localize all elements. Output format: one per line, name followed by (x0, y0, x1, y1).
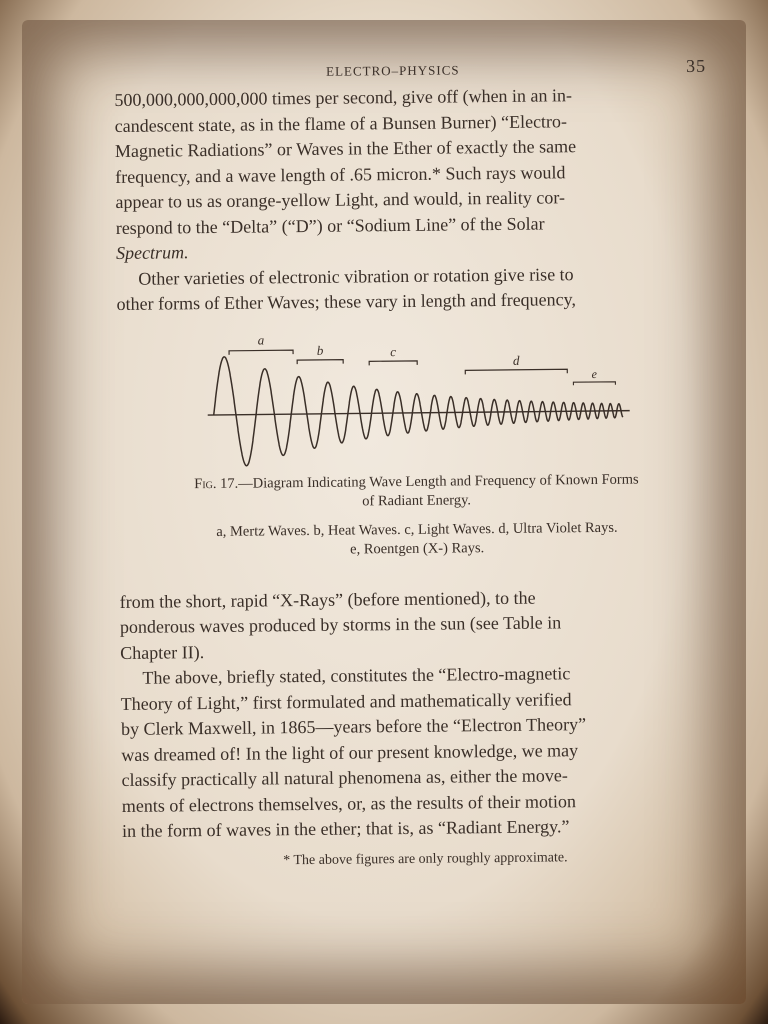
legend-line: a, Mertz Waves. b, Heat Waves. c, Light Waves. d, Ultra Violet Rays. (216, 519, 618, 540)
caption-text-2: of Radiant Energy. (362, 491, 472, 509)
wave-diagram-svg (117, 325, 714, 471)
text-line: in the form of waves in the ether; that is, as “Radiant Energy.” (121, 816, 570, 841)
book-page (22, 20, 746, 1004)
text-line: appear to us as orange-yellow Light, and would, in reality cor- (115, 187, 566, 212)
paragraph-3 (120, 583, 717, 666)
text-line: Other varieties of electronic vibration or rotation give rise to (138, 263, 574, 289)
figure-number: Fig. 17. (194, 475, 239, 492)
text-line: from the short, rapid “X-Rays” (before mentioned), to the (119, 587, 536, 612)
label-a: a (257, 331, 265, 348)
label-c: c (390, 343, 397, 359)
figure-caption (118, 469, 714, 513)
text-line: Theory of Light,” first formulated and mathematically verified (120, 688, 572, 714)
bracket-a (229, 350, 293, 355)
text-line: classify practically all natural phenomena as, either the move- (121, 765, 568, 790)
wave-diagram (117, 325, 714, 471)
paragraph-2 (116, 260, 713, 317)
bracket-d (465, 369, 567, 374)
label-b: b (316, 342, 324, 358)
paragraph-1 (114, 82, 712, 267)
text-line: ments of electrons themselves, or, as the results of their motion (121, 790, 577, 816)
bracket-b (297, 359, 343, 363)
footnote: * The above figures are only roughly approximate. (283, 849, 568, 868)
paragraph-4 (120, 660, 718, 845)
text-line: by Clerk Maxwell, in 1865—years before the “Electron Theory” (120, 714, 587, 739)
text-line: candescent state, as in the flame of a Bunsen Burner) “Electro- (114, 110, 568, 136)
text-line: other forms of Ether Waves; these vary in length and frequency, (116, 289, 577, 314)
page-text (114, 54, 719, 885)
running-title: ELECTRO–PHYSICS (326, 62, 460, 79)
legend-line: e, Roentgen (X-) Rays. (350, 539, 485, 558)
text-line: Chapter II). (120, 641, 205, 663)
bracket-c (369, 360, 417, 365)
text-line: Spectrum. (115, 242, 189, 263)
text-line: The above, briefly stated, constitutes the “Electro-magnetic (142, 663, 571, 688)
text-line: frequency, and a wave length of .65 micron.* Such rays would (115, 161, 566, 187)
caption-text: —Diagram Indicating Wave Length and Frequency of Known Forms (238, 471, 639, 492)
text-line: was dreamed of! In the light of our present knowledge, we may (121, 739, 579, 765)
bracket-e (573, 381, 615, 384)
figure-legend (119, 517, 715, 561)
page-number: 35 (685, 55, 707, 77)
label-d: d (512, 352, 520, 368)
text-line: Magnetic Radiations” or Waves in the Ether of exactly the same (114, 136, 577, 161)
text-line: ponderous waves produced by storms in the sun (see Table in (119, 612, 562, 637)
label-e: e (591, 366, 598, 381)
text-line: respond to the “Delta” (“D”) or “Sodium Line” of the Solar (115, 213, 545, 238)
text-line: 500,000,000,000,000 times per second, give off (when in an in- (114, 85, 573, 110)
